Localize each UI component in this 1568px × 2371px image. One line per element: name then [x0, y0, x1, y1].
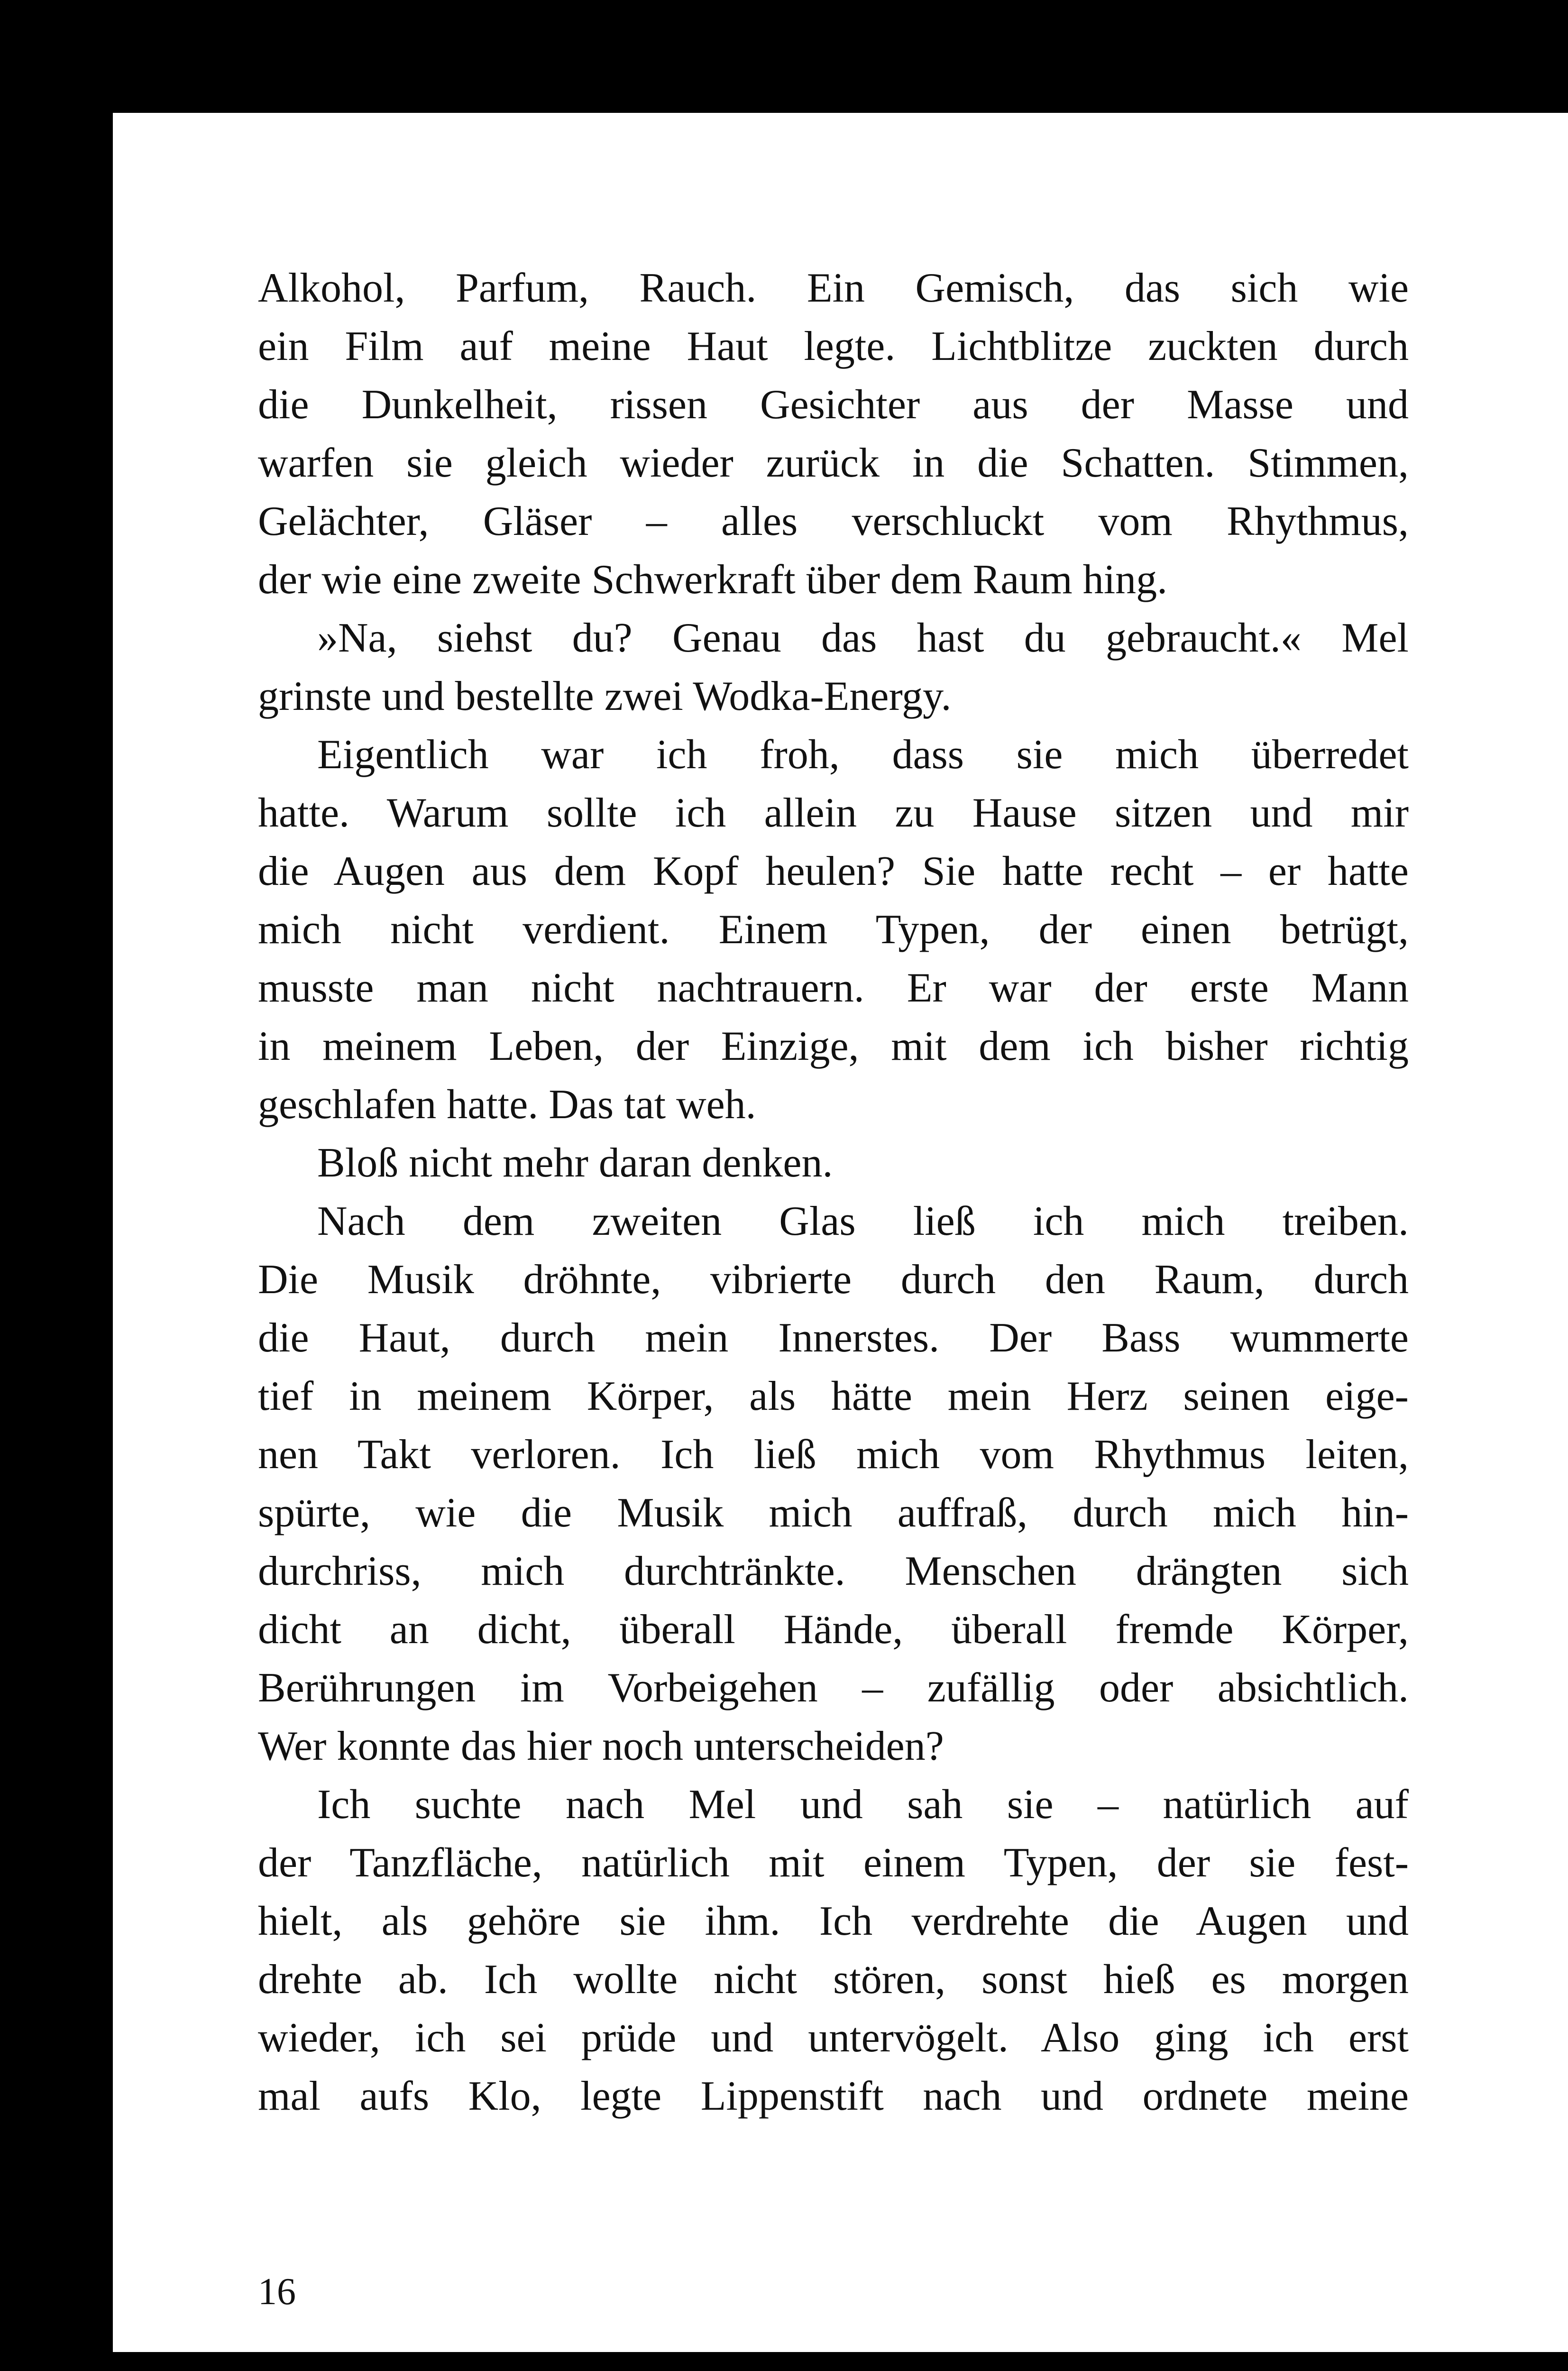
text-line: geschlafen hatte. Das tat weh.: [258, 1082, 756, 1128]
text-line: die Dunkelheit, rissen Gesichter aus der Masse und: [258, 382, 1409, 428]
text-line: Berührungen im Vorbeigehen – zufällig oder absichtlich.: [258, 1665, 1409, 1711]
text-line: tief in meinem Körper, als hätte mein Herz seinen eige-: [258, 1373, 1409, 1419]
text-line: warfen sie gleich wieder zurück in die Schatten. Stimmen,: [258, 440, 1409, 486]
text-line: ein Film auf meine Haut legte. Lichtblitze zuckten durch: [258, 323, 1409, 369]
text-line: Ich suchte nach Mel und sah sie – natürlich auf: [317, 1782, 1409, 1828]
text-line: mal aufs Klo, legte Lippenstift nach und ordnete meine: [258, 2073, 1409, 2119]
text-line: der wie eine zweite Schwerkraft über dem Raum hing.: [258, 557, 1168, 603]
text-line: musste man nicht nachtrauern. Er war der erste Mann: [258, 965, 1409, 1011]
text-line: durchriss, mich durchtränkte. Menschen drängten sich: [258, 1548, 1409, 1594]
text-line: der Tanzfläche, natürlich mit einem Typen, der sie fest-: [258, 1840, 1409, 1886]
page-number: 16: [258, 2271, 296, 2313]
text-line: die Augen aus dem Kopf heulen? Sie hatte recht – er hatte: [258, 848, 1409, 894]
text-line: Alkohol, Parfum, Rauch. Ein Gemisch, das sich wie: [258, 265, 1409, 311]
text-line: spürte, wie die Musik mich auffraß, durch mich hin-: [258, 1490, 1409, 1536]
text-line: grinste und bestellte zwei Wodka-Energy.: [258, 673, 952, 719]
text-line: »Na, siehst du? Genau das hast du gebraucht.« Mel: [317, 615, 1409, 661]
body-text: [258, 259, 1409, 2125]
text-line: Gelächter, Gläser – alles verschluckt vom Rhythmus,: [258, 498, 1409, 544]
text-line: Bloß nicht mehr daran denken.: [317, 1140, 833, 1186]
text-line: Eigentlich war ich froh, dass sie mich überredet: [317, 732, 1409, 778]
text-line: dicht an dicht, überall Hände, überall fremde Körper,: [258, 1607, 1409, 1653]
book-page: [113, 113, 1568, 2352]
text-line: Die Musik dröhnte, vibrierte durch den Raum, durch: [258, 1257, 1409, 1303]
text-line: Nach dem zweiten Glas ließ ich mich treiben.: [317, 1198, 1409, 1244]
text-line: in meinem Leben, der Einzige, mit dem ich bisher richtig: [258, 1023, 1409, 1069]
text-line: hatte. Warum sollte ich allein zu Hause sitzen und mir: [258, 790, 1409, 836]
text-line: Wer konnte das hier noch unterscheiden?: [258, 1723, 944, 1769]
text-line: nen Takt verloren. Ich ließ mich vom Rhythmus leiten,: [258, 1432, 1409, 1478]
text-line: die Haut, durch mein Innerstes. Der Bass wummerte: [258, 1315, 1409, 1361]
text-line: hielt, als gehöre sie ihm. Ich verdrehte die Augen und: [258, 1898, 1409, 1944]
text-line: drehte ab. Ich wollte nicht stören, sonst hieß es morgen: [258, 1957, 1409, 2003]
text-line: mich nicht verdient. Einem Typen, der einen betrügt,: [258, 907, 1409, 953]
text-line: wieder, ich sei prüde und untervögelt. Also ging ich erst: [258, 2015, 1409, 2061]
